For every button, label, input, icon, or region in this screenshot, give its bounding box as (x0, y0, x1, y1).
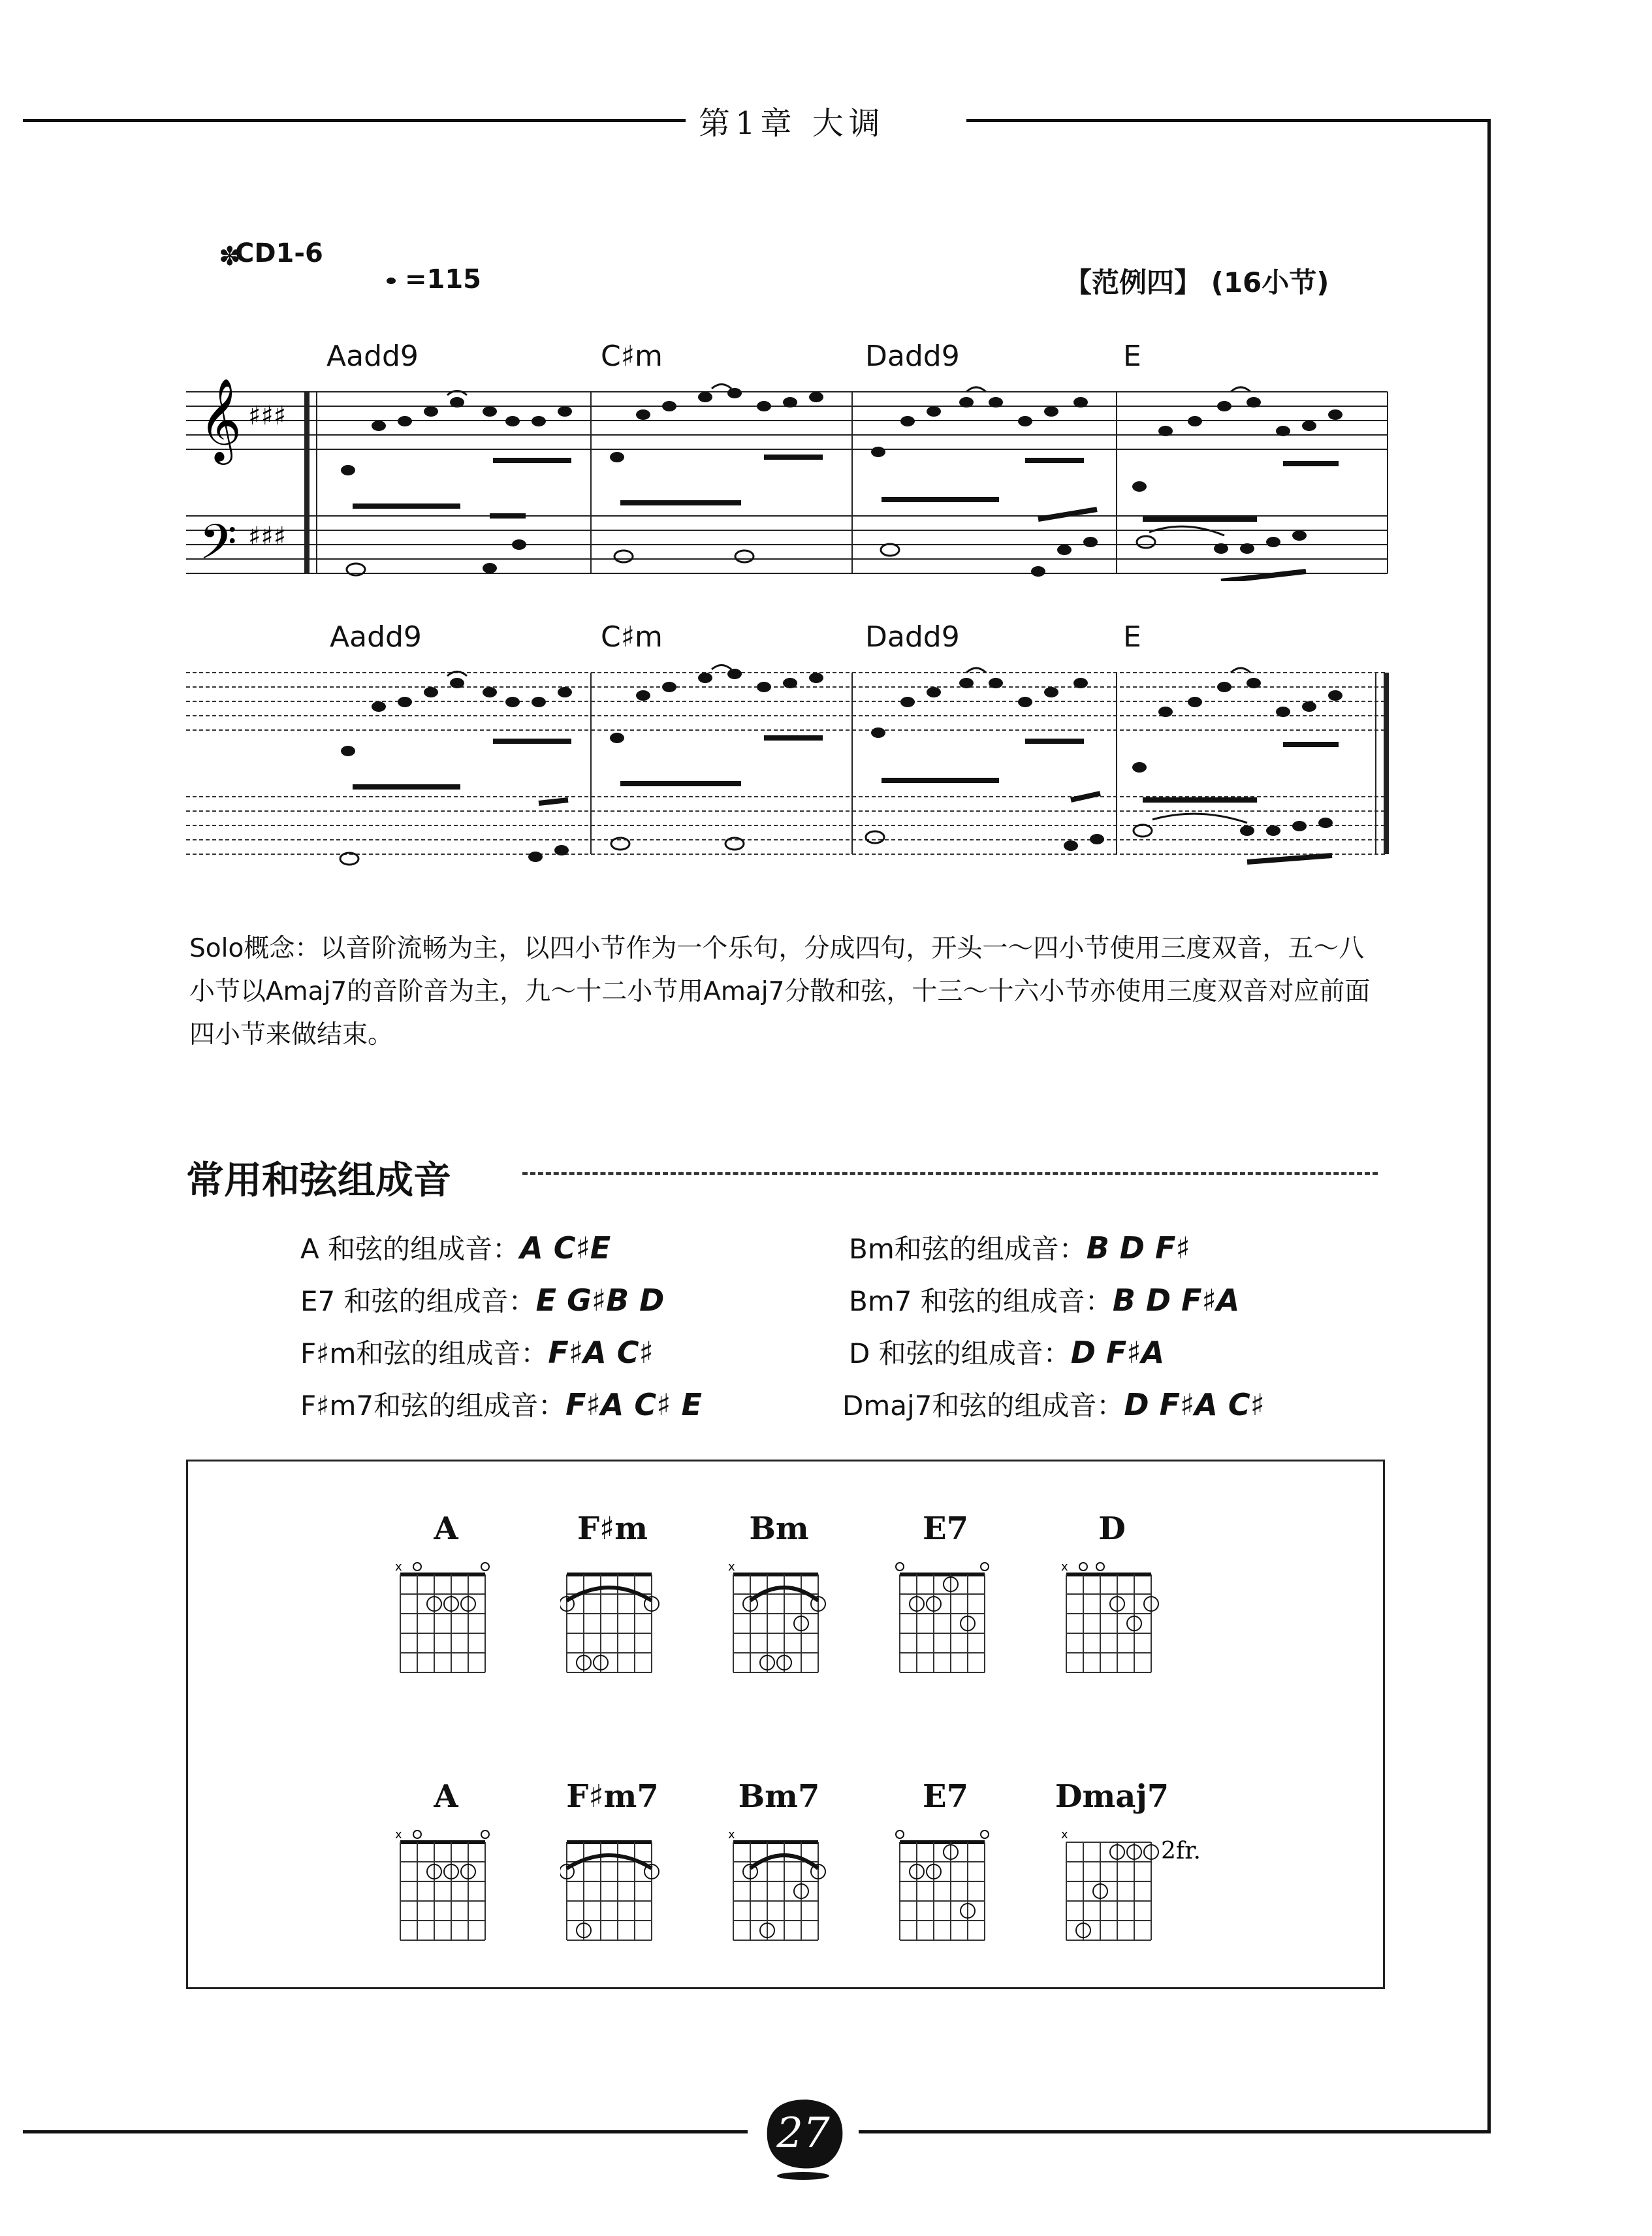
chord-diagram (528, 1778, 697, 1974)
chord-diagram (361, 1778, 531, 1974)
chord-symbol: C♯m (601, 340, 663, 373)
chord-diagram-box (186, 1460, 1385, 1989)
svg-text:𝄞: 𝄞 (199, 379, 242, 461)
chord-diagram-name: D (1098, 1510, 1126, 1547)
fretboard-grid (727, 1561, 831, 1692)
svg-text:x: x (395, 1561, 402, 1574)
chord-diagram (361, 1510, 531, 1706)
example-label: 【范例四】 (16小节) (1064, 266, 1329, 298)
svg-text:♯♯♯: ♯♯♯ (248, 401, 287, 431)
chord-symbol: Dadd9 (865, 340, 960, 373)
chord-diagram-name: Bm (749, 1510, 809, 1547)
fretboard-grid (893, 1561, 998, 1692)
music-staff-system-2 (186, 660, 1391, 869)
svg-text:𝄢: 𝄢 (199, 514, 237, 581)
cd-icon: ✽ (219, 242, 241, 272)
chord-diagram (1027, 1778, 1201, 1974)
footer-rule-left (23, 2130, 748, 2133)
svg-text:x: x (1061, 1829, 1068, 1842)
chord-tone-item: D 和弦的组成音：D F♯A (849, 1335, 1165, 1370)
music-staff-system-1 (186, 379, 1391, 581)
cd-label: CD1-6 (235, 238, 323, 268)
chord-diagram-name: F♯m7 (566, 1778, 659, 1815)
chord-symbol: E (1123, 340, 1141, 373)
chord-symbol: Aadd9 (330, 620, 422, 654)
chord-diagram (694, 1778, 864, 1974)
chord-diagram (694, 1510, 864, 1706)
chord-diagram (861, 1778, 1030, 1974)
fretboard-grid (560, 1829, 665, 1960)
chord-diagram (861, 1510, 1030, 1706)
chord-tone-item: Bm和弦的组成音：B D F♯ (849, 1230, 1190, 1266)
chord-tone-item: A 和弦的组成音：A C♯E (300, 1230, 611, 1266)
svg-text:x: x (395, 1829, 402, 1842)
chord-diagram-name: F♯m (577, 1510, 648, 1547)
section-title: 常用和弦组成音 (186, 1158, 452, 1202)
chord-diagram-name: A (434, 1510, 458, 1547)
chord-diagram (528, 1510, 697, 1706)
chord-tone-item: F♯m和弦的组成音：F♯A C♯ (300, 1335, 654, 1370)
svg-text:x: x (1061, 1561, 1068, 1574)
chord-tone-item: Bm7 和弦的组成音：B D F♯A (849, 1283, 1240, 1318)
svg-text:♯♯♯: ♯♯♯ (248, 522, 287, 552)
chord-diagram-name: E7 (923, 1510, 968, 1547)
fretboard-grid (1060, 1561, 1164, 1692)
chord-tone-item: F♯m7和弦的组成音：F♯A C♯ E (300, 1387, 702, 1422)
chord-diagram-name: Bm7 (738, 1778, 820, 1815)
fret-position-label: 2fr. (1161, 1838, 1201, 1864)
chord-symbol: Aadd9 (326, 340, 419, 373)
chord-tone-item: Dmaj7和弦的组成音：D F♯A C♯ (842, 1387, 1265, 1422)
chord-tone-item: E7 和弦的组成音：E G♯B D (300, 1283, 665, 1318)
page-number: 27 (776, 2109, 830, 2158)
chord-diagram-name: A (434, 1778, 458, 1815)
header-rule-left (23, 119, 686, 122)
chord-diagram-name: E7 (923, 1778, 968, 1815)
header-rule-right (966, 119, 1489, 122)
chord-symbol: Dadd9 (865, 620, 960, 654)
chord-diagram (1027, 1510, 1197, 1706)
fretboard-grid (893, 1829, 998, 1960)
page-right-border (1487, 119, 1491, 2130)
quarter-note-icon (387, 278, 396, 284)
chord-diagram-name: Dmaj7 (1055, 1778, 1169, 1815)
chapter-title: 第1章 大调 (699, 105, 885, 142)
fretboard-grid (1060, 1829, 1216, 1960)
section-divider (522, 1172, 1378, 1175)
fretboard-grid (394, 1829, 498, 1960)
fretboard-grid (560, 1561, 665, 1692)
fretboard-grid (394, 1561, 498, 1692)
chord-symbol: C♯m (601, 620, 663, 654)
svg-text:x: x (728, 1829, 735, 1842)
footer-rule-right (859, 2130, 1491, 2133)
fretboard-grid (727, 1829, 831, 1960)
solo-concept-paragraph: Solo概念：以音阶流畅为主，以四小节作为一个乐句，分成四句，开头一～四小节使用三度双音，五～八小节以Amaj7的音阶音为主，九～十二小节用Amaj7分散和弦，十三～十六小节亦使用三度双音对应前面四小节来做结束。 (189, 934, 1371, 1049)
svg-text:x: x (728, 1561, 735, 1574)
tempo-marking: =115 (405, 264, 482, 295)
page-number-badge (754, 2090, 852, 2181)
chord-symbol: E (1123, 620, 1141, 654)
